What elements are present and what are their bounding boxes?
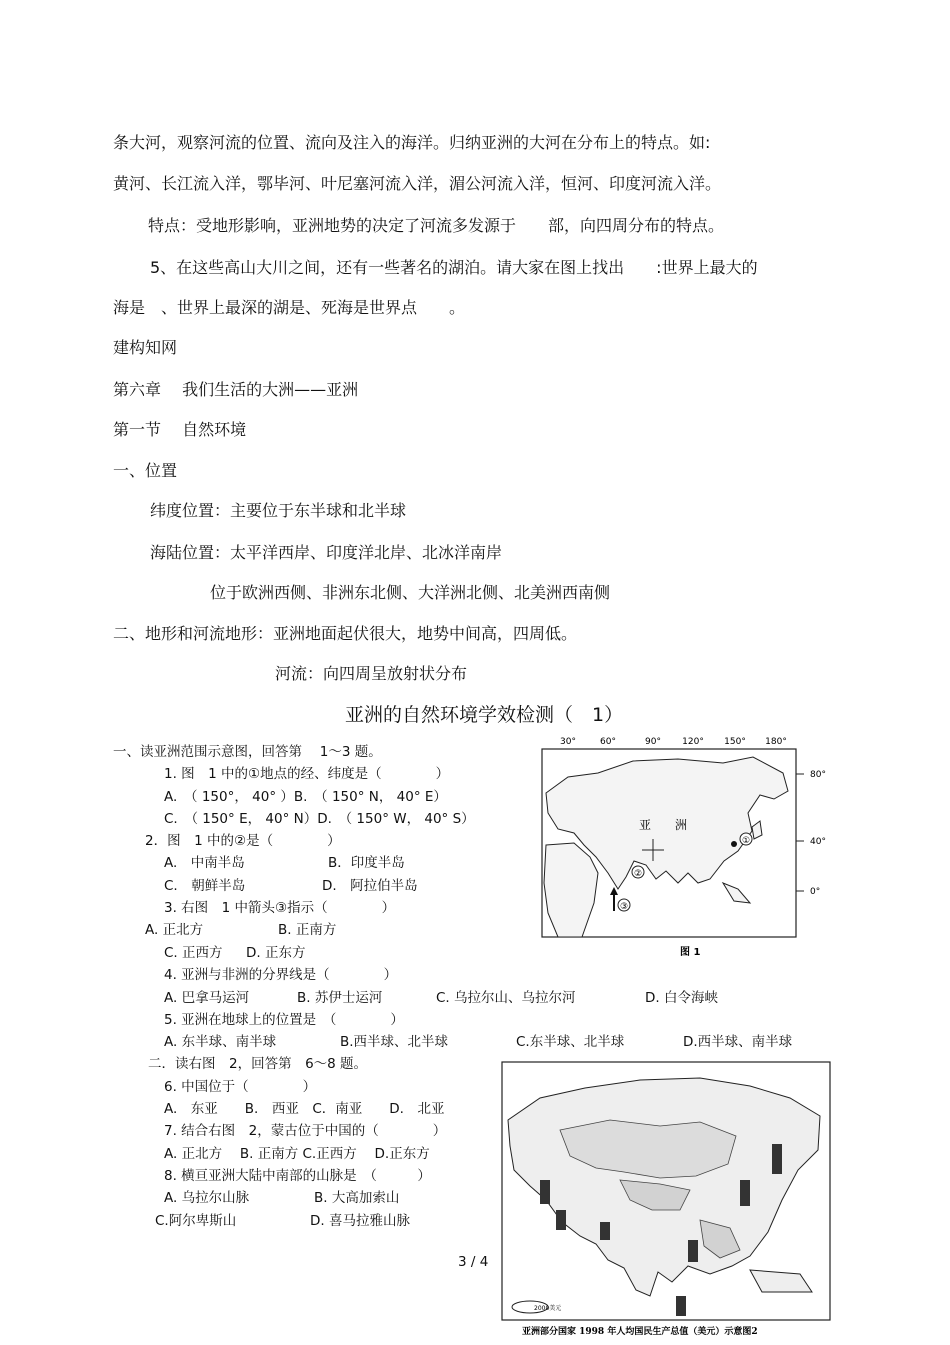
question-3-option-c: C. 正西方: [164, 945, 223, 961]
question-7-options: A. 正北方 B. 正南方 C.正西方 D.正东方: [164, 1146, 430, 1162]
map1-lon-label: 60°: [600, 737, 616, 747]
map1-lon-label: 30°: [560, 737, 576, 747]
question-1-options-ab: A. （ 150°， 40° ）B. （ 150° N， 40° E）: [164, 789, 447, 805]
question-3-option-a: A. 正北方: [145, 922, 204, 938]
map1-lon-label: 90°: [645, 737, 661, 747]
question-8: 8. 横亘亚洲大陆中南部的山脉是 （ ）: [164, 1168, 431, 1184]
part-2-heading: 二、地形和河流地形：亚洲地面起伏很大，地势中间高，四周低。: [113, 624, 578, 643]
section-1-instruction: 一、读亚洲范围示意图，回答第 1～3 题。: [113, 744, 382, 760]
relative-position: 位于欧洲西侧、非洲东北侧、大洋洲北侧、北美洲西南侧: [210, 583, 611, 602]
map1-asia-label: 亚 洲: [638, 818, 688, 832]
quiz-title: 亚洲的自然环境学效检测（ 1）: [345, 704, 624, 726]
question-3-option-d: D. 正东方: [246, 945, 306, 961]
asia-gnp-map: [500, 1060, 835, 1340]
map1-mark-3: ③: [619, 902, 629, 912]
question-2: 2．图 1 中的②是（ ）: [145, 833, 341, 849]
question-4: 4. 亚洲与非洲的分界线是（ ）: [164, 967, 398, 983]
question-3-option-b: B. 正南方: [278, 922, 337, 938]
question-5-option-b: B.西半球、北半球: [340, 1034, 449, 1050]
map1-lat-label: 0°: [810, 887, 821, 897]
question-5-option-c: C.东半球、北半球: [516, 1034, 625, 1050]
section-title: 第一节 自然环境: [113, 420, 247, 439]
question-2-option-a: A. 中南半岛: [164, 855, 245, 871]
question-4-option-a: A. 巴拿马运河: [164, 990, 250, 1006]
question-5-option-d: D.西半球、南半球: [683, 1034, 793, 1050]
question-5: 5. 亚洲在地球上的位置是 （ ）: [164, 1012, 404, 1028]
sea-land-position: 海陆位置：太平洋西岸、印度洋北岸、北冰洋南岸: [150, 543, 503, 562]
question-2-option-c: C. 朝鲜半岛: [164, 878, 246, 894]
question-6-options: A. 东亚 B. 西亚 C．南亚 D. 北亚: [164, 1101, 445, 1117]
question-6: 6. 中国位于（ ）: [164, 1079, 317, 1095]
question-4-option-b: B. 苏伊士运河: [297, 990, 383, 1006]
intro-line-3: 特点：受地形影响，亚洲地势的决定了河流多发源于 部，向四周分布的特点。: [148, 216, 725, 235]
latitude-position: 纬度位置：主要位于东半球和北半球: [150, 501, 407, 520]
question-8-option-b: B. 大高加索山: [314, 1190, 400, 1206]
question-8-option-a: A. 乌拉尔山脉: [164, 1190, 250, 1206]
part-1-heading: 一、位置: [113, 461, 178, 480]
question-3: 3. 右图 1 中箭头③指示（ ）: [164, 900, 396, 916]
intro-line-2: 黄河、长江流入洋，鄂毕河、叶尼塞河流入洋，湄公河流入洋，恒河、印度河流入洋。: [113, 174, 722, 193]
question-2-option-b: B．印度半岛: [328, 855, 405, 871]
page-number: 3 / 4: [458, 1254, 489, 1270]
section-2-instruction: 二．读右图 2，回答第 6～8 题。: [148, 1056, 368, 1072]
intro-line-1: 条大河，观察河流的位置、流向及注入的海洋。归纳亚洲的大河在分布上的特点。如:: [113, 133, 711, 152]
map1-caption: 图 1: [680, 947, 701, 958]
question-1: 1. 图 1 中的①地点的经、纬度是（ ）: [164, 766, 450, 782]
map1-lon-label: 150°: [724, 737, 746, 747]
map2-caption: 亚洲部分国家 1998 年人均国民生产总值（美元）示意图2: [522, 1327, 758, 1337]
outline-heading: 建构知网: [113, 338, 178, 357]
map1-mark-1: ①: [741, 836, 751, 846]
river-description: 河流：向四周呈放射状分布: [275, 664, 468, 683]
question-5-option-a: A. 东半球、南半球: [164, 1034, 277, 1050]
question-8-option-c: C.阿尔卑斯山: [155, 1213, 237, 1229]
asia-range-map: [538, 733, 838, 963]
map1-lat-label: 40°: [810, 837, 826, 847]
chapter-title: 第六章 我们生活的大洲——亚洲: [113, 380, 359, 399]
question-4-option-d: D. 白令海峡: [645, 990, 718, 1006]
intro-line-5: 海是 、世界上最深的湖是、死海是世界点 。: [113, 298, 466, 317]
map1-mark-2: ②: [633, 869, 643, 879]
question-2-option-d: D. 阿拉伯半岛: [322, 878, 418, 894]
question-8-option-d: D. 喜马拉雅山脉: [310, 1213, 410, 1229]
question-1-options-cd: C. （ 150° E， 40° N）D. （ 150° W， 40° S）: [164, 811, 475, 827]
map1-lat-label: 80°: [810, 770, 826, 780]
question-4-option-c: C. 乌拉尔山、乌拉尔河: [436, 990, 576, 1006]
intro-line-4: 5、在这些高山大川之间，还有一些著名的湖泊。请大家在图上找出 :世界上最大的: [150, 258, 758, 277]
question-7: 7. 结合右图 2，蒙古位于中国的（ ）: [164, 1123, 447, 1139]
map1-lon-label: 180°: [765, 737, 787, 747]
map2-legend: 2000美元: [534, 1305, 562, 1312]
map1-lon-label: 120°: [682, 737, 704, 747]
